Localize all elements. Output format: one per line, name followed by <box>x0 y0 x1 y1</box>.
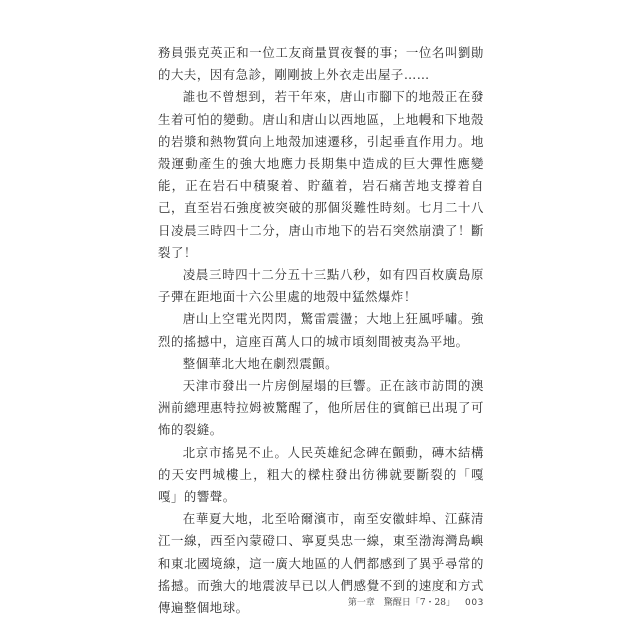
page-footer <box>158 595 484 608</box>
paragraph-6: 天津市發出一片房倒屋塌的巨響。正在該市訪問的澳洲前總理惠特拉姆被驚醒了，他所居住的賓館已出現了可怖的裂縫。 <box>158 378 484 438</box>
paragraph-2: 誰也不曾想到，若干年來，唐山市腳下的地殼正在發生着可怕的變動。唐山和唐山以西地區，上地幔和下地殼的岩漿和熱物質向上地殼加速遷移，引起垂直作用力。地殼運動產生的強大地應力長期集中造成的巨大彈性應變能，正在岩石中積聚着、貯蘊着，岩石痛苦地支撐着自己，直至岩石強度被突破的那個災難性時刻。七月二十八日凌晨三時四十二分，唐山市地下的岩石突然崩潰了！斷裂了！ <box>158 89 484 260</box>
paragraph-4: 唐山上空電光閃閃，驚雷震盪；大地上狂風呼嘯。強烈的搖撼中，這座百萬人口的城市頃刻間被夷為平地。 <box>158 311 484 349</box>
running-footer-chapter: 第一章 驚醒日「7・28」 <box>347 598 456 608</box>
paragraph-8: 在華夏大地，北至哈爾濱市，南至安徽蚌埠、江蘇清江一線，西至內蒙磴口、寧夏吳忠一線，東至渤海灣島嶼和東北國境線，這一廣大地區的人們都感到了異乎尋常的搖撼。而強大的地震波早已以人們感覺不到的速度和方式傳遍整個地球。 <box>158 511 484 616</box>
body-text <box>158 42 484 619</box>
paragraph-7: 北京市搖晃不止。人民英雄紀念碑在顫動，磚木結構的天安門城樓上，粗大的樑柱發出彷彿就要斷裂的「嘎嘎」的響聲。 <box>158 444 484 505</box>
paragraph-1: 務員張克英正和一位工友商量買夜餐的事；一位名叫劉勛的大夫，因有急診，剛剛披上外衣走出屋子…… <box>158 45 484 83</box>
page-number: 003 <box>465 598 484 608</box>
paragraph-3: 凌晨三時四十二分五十三點八秒，如有四百枚廣島原子彈在距地面十六公里處的地殼中猛然爆炸！ <box>158 267 484 305</box>
paragraph-5: 整個華北大地在劇烈震顫。 <box>182 355 339 371</box>
